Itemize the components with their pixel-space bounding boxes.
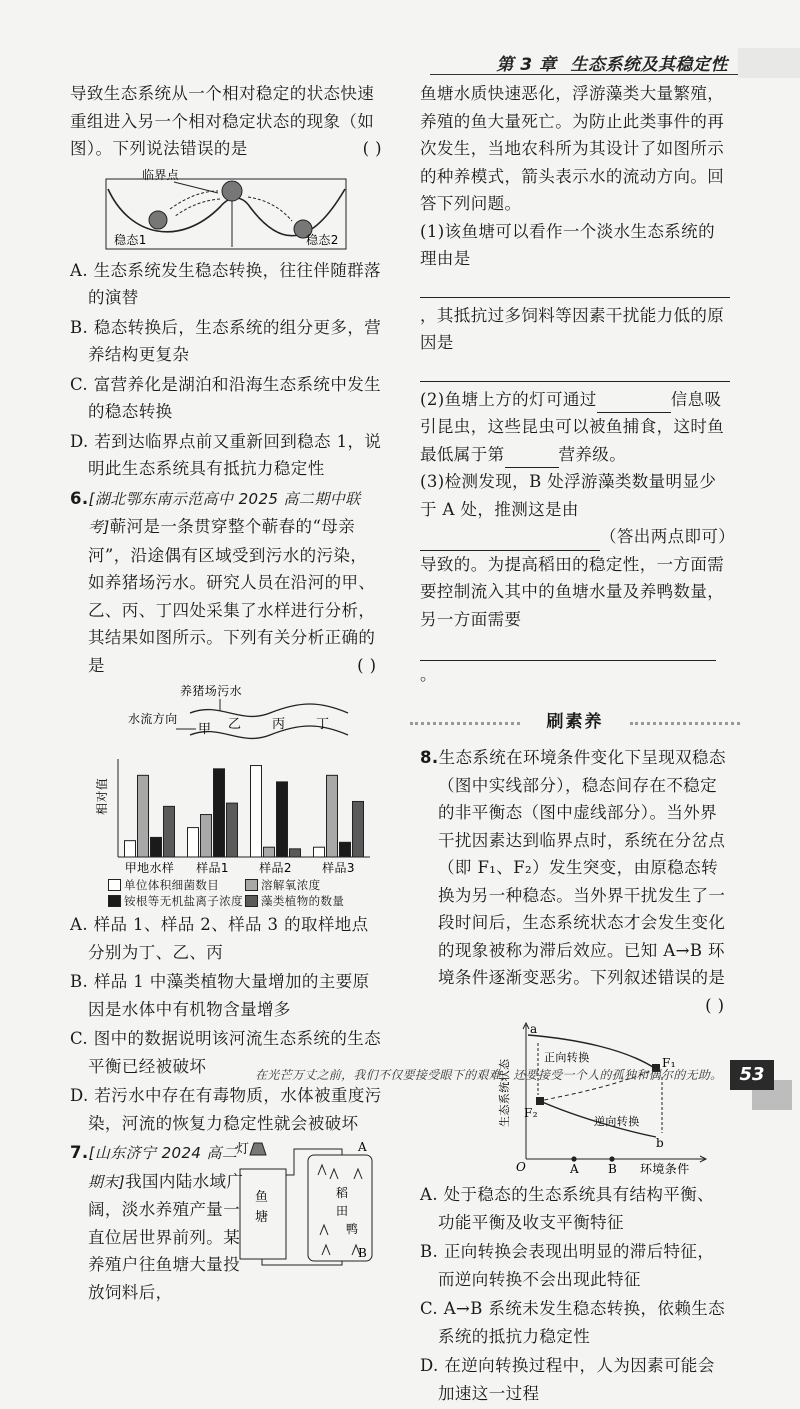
q7-part3-end [420,633,730,688]
section-title [420,708,730,738]
bar-bacteria-3 [251,766,262,857]
q7-stem [70,1139,248,1306]
figure-river [70,683,382,749]
q7-part1 [420,218,730,273]
lamp-label: 灯 [236,1142,250,1157]
q8-number: 8. [420,748,439,767]
q5-option-c[interactable]: C. 富营养化是湖泊和沿海生态系统中发生的稳态转换 [70,374,382,421]
q6-option-d[interactable]: D. 若污水中存在有毒物质，水体被重度污染，河流的恢复力稳定性就会被破坏 [70,1086,382,1133]
section-dots-right [630,722,740,728]
bar-algae-1 [164,806,175,857]
q5-option-d[interactable]: D. 若到达临界点前又重新回到稳态 1，说明此生态系统具有抵抗力稳定性 [70,431,382,478]
left-column [70,80,382,1302]
chart-category-label: 样品3 [322,861,355,875]
legend-algae: 藻类植物的数量 [261,894,345,908]
pig-sewage-label: 养猪场污水 [180,684,243,698]
page-number: 53 [730,1060,774,1090]
q7-part1-blank-2[interactable] [420,359,730,382]
x-label-B: B [608,1162,618,1176]
q5-option-a[interactable]: A. 生态系统发生稳态转换，往往伴随群落的演替 [70,260,381,307]
bar-bacteria-1 [125,841,136,857]
legend-swatch-ions [108,895,121,907]
bar-algae-3 [290,849,301,857]
q7-stem-text: 我国内陆水域广阔，淡水养殖产量一直位居世界前列。某养殖户往鱼塘大量投放饲料后， [88,1171,244,1302]
chapter-heading [496,50,728,75]
figure-bistability [456,1019,766,1177]
page-header [0,44,800,78]
legend-swatch-algae [245,895,258,907]
q6-stem [70,485,382,680]
q7-number: 7. [70,1143,89,1162]
section-title-text: 刷素养 [539,712,612,732]
legend-bacteria: 单位体积细菌数目 [124,878,220,892]
q7-part3-blank-2[interactable] [420,640,716,661]
state1-label: 稳态1 [114,232,147,247]
q7-part1-blank-1[interactable] [420,275,730,298]
point-A [571,1156,576,1161]
q8-stem-text: 生态系统在环境条件变化下呈现双稳态（图中实线部分），稳态间存在不稳定的非平衡态（图中虚线部分）。当外界干扰因素达到临界点时，系统在分岔点（即 F₁、F₂）发生突变，由原稳态转换为另一种稳态。当外界干扰发生了一段时间后，生态系统状态才会发生变化的现象被称为滞后效应。已知 A→B 环境条件逐渐变恶劣。下列叙述错误的是 [438,748,726,987]
q5-stem-text: 导致生态系统从一个相对稳定的状态快速重组进入另一个相对稳定状态的现象（如图）。下列说法错误的是 [70,84,375,158]
bar-ions-4 [340,842,351,857]
bar-algae-2 [227,803,238,857]
flow-direction-label: 水流方向 [128,712,178,726]
q7-part3-text-b: （答出两点即可）导致的。为提高稻田的稳定性，一方面需要控制流入其中的鱼塘水量及养鸭数量，另一方面需要 [420,527,727,629]
critical-point-label: 临界点 [142,167,180,182]
site-jia: 甲 [198,722,212,737]
q7-part2-blank-1[interactable] [597,392,671,413]
label-F1: F₁ [662,1056,676,1070]
q6-source: [湖北鄂东南示范高中 2025 高二期中联考] [88,489,361,536]
q7-source: [山东济宁 2024 高二期末] [88,1144,238,1191]
bar-ions-2 [214,769,225,857]
legend-ions: 铵根等无机盐离子浓度 [124,894,243,908]
site-yi: 乙 [228,717,242,732]
legend-swatch-oxygen [245,879,258,891]
legend-oxygen: 溶解氧浓度 [261,878,321,892]
lamp-icon [250,1143,266,1155]
q6-stem-text: 蕲河是一条贯穿整个蕲春的“母亲河”，沿途偶有区域受到污水的污染，如养猪场污水。研究人员在沿河的甲、乙、丙、丁四处采集了水样进行分析，其结果如图所示。下列有关分析正确的是 [88,517,376,675]
river-bank-top [190,704,348,716]
header-tab [738,48,800,78]
x-label-A: A [570,1162,580,1176]
pond-label-1: 鱼 [255,1190,269,1205]
paddy-label-1: 稻 [336,1186,349,1200]
point-b-label: B [358,1246,368,1260]
q7-part3-blank-1[interactable] [420,530,600,551]
chart-category-label: 样品1 [196,861,229,875]
pond-label-2: 塘 [255,1210,269,1225]
paddy-label-2: 田 [336,1204,349,1218]
label-b: b [656,1136,665,1150]
q7-continued: 鱼塘水质快速恶化，浮游藻类大量繁殖，养殖的鱼大量死亡。为防止此类事件的再次发生，当地农科所为其设计了如图所示的种养模式，箭头表示水的流动方向。回答下列问题。 [420,84,725,213]
q8-option-d[interactable]: D. 在逆向转换过程中，人为因素可能会加速这一过程 [420,1356,715,1403]
q7-part3-text-a: (3)检测发现，B 处浮游藻类数量明显少于 A 处，推测这是由 [420,472,717,519]
q7-part3 [420,468,730,633]
bar-bacteria-4 [314,847,325,857]
bar-oxygen-3 [264,847,275,857]
section-dots-left [410,722,520,728]
ball-state1 [149,211,167,229]
q7-block [70,1139,382,1302]
q7-part1-cont: ，其抵抗过多饲料等因素干扰能力低的原因是 [420,305,725,352]
label-F2: F₂ [524,1106,538,1120]
q5-option-b[interactable]: B. 稳态转换后，生态系统的组分更多，营养结构更复杂 [70,317,382,364]
q6-number: 6. [70,488,89,508]
chart-category-label: 甲地水样 [124,861,175,875]
q7-part2-text-b: 信息吸引昆虫，这些昆虫可以被鱼捕食，这时鱼最低属于第 [420,389,725,464]
state2-label: 稳态2 [306,232,339,247]
q7-part2-text-a: (2)鱼塘上方的灯可通过 [420,389,597,409]
reverse-label: 逆向转换 [594,1115,640,1128]
q8-option-c[interactable]: C. A→B 系统未发生稳态转换，依赖生态系统的抵抗力稳定性 [420,1299,726,1346]
q7-part3-text-c: 。 [420,664,437,684]
arrow-right [248,197,292,221]
bar-ions-1 [151,837,162,857]
q8-option-a[interactable]: A. 处于稳态的生态系统具有结构平衡、功能平衡及收支平衡特征 [420,1185,715,1232]
duck-label: 鸭 [346,1222,359,1236]
arrow-up-left [170,191,218,209]
chart-category-label: 样品2 [259,861,292,875]
bar-oxygen-1 [138,775,149,857]
chart-legend [108,877,382,909]
bar-oxygen-2 [201,815,212,857]
q6-option-a[interactable]: A. 样品 1、样品 2、样品 3 的取样地点分别为丁、乙、丙 [70,915,369,962]
chart-ylabel: 相对值 [95,777,109,815]
chapter-title: 生态系统及其稳定性 [570,55,728,75]
q6-option-c[interactable]: C. 图中的数据说明该河流生态系统的生态平衡已经被破坏 [70,1029,382,1076]
figure-stability-curve [70,167,382,253]
site-bing: 丙 [272,717,286,732]
q7-part1-text: (1)该鱼塘可以看作一个淡水生态系统的理由是 [420,221,715,268]
ball-critical [222,181,242,201]
q8-stem [420,744,730,1015]
bar-bacteria-2 [188,828,199,857]
chapter-number: 第 3 章 [496,55,557,75]
q5-answer-paren: ( ) [362,139,382,158]
fig8-ylabel: 生态系统状态 [498,1058,511,1127]
q7-part2 [420,386,730,469]
label-a: a [530,1022,538,1036]
footer-quote: 在光芒万丈之前，我们不仅要接受眼下的艰难，还要接受一个人的孤独和偶尔的无助。 [255,1068,723,1082]
q8-option-b[interactable]: B. 正向转换会表现出明显的滞后特征，而逆向转换不会出现此特征 [420,1242,715,1289]
marker-F2 [536,1097,544,1105]
point-B [609,1156,614,1161]
q8-answer-paren: ( ) [705,995,725,1015]
q6-option-b[interactable]: B. 样品 1 中藻类植物大量增加的主要原因是水体中有机物含量增多 [70,972,370,1019]
point-a-label: A [358,1140,368,1154]
forward-label: 正向转换 [544,1051,590,1064]
legend-swatch-bacteria [108,879,121,891]
bar-oxygen-4 [327,775,338,857]
fig8-xlabel: 环境条件 [640,1162,690,1176]
right-column [420,80,730,1409]
q6-answer-paren: ( ) [357,655,377,675]
q7-part2-blank-2[interactable] [505,447,559,468]
site-ding: 丁 [316,717,330,732]
q5-stem [70,80,382,163]
flow-path-b [262,1259,342,1265]
figure-pond-paddy [232,1139,382,1269]
q7-part2-text-c: 营养级。 [558,444,627,464]
bar-algae-4 [353,801,364,857]
header-rule [430,74,740,75]
figure-bar-chart [70,753,382,877]
bar-ions-3 [277,782,288,857]
origin-label: O [516,1160,527,1174]
